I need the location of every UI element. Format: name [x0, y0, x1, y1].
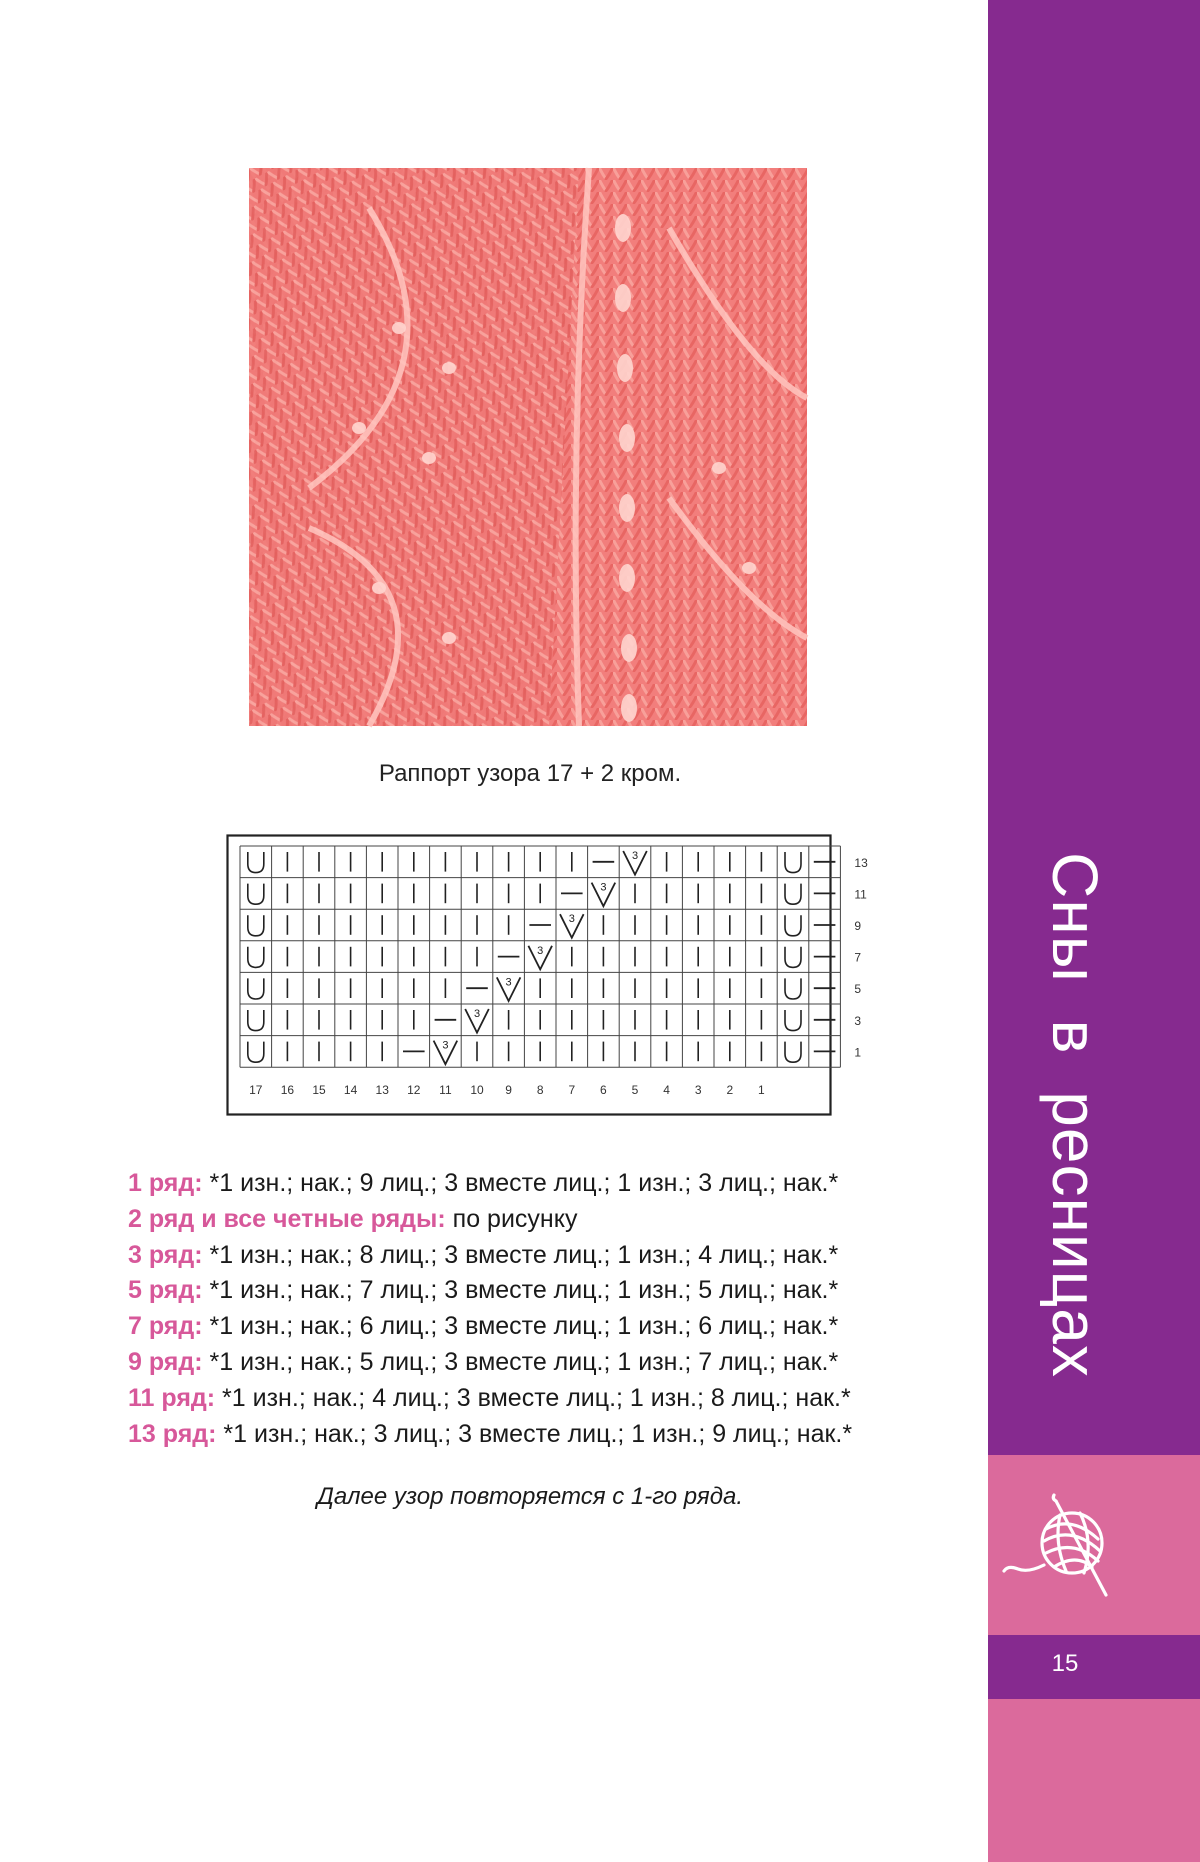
instruction-row: [128, 1417, 958, 1453]
chart-column-number: 10: [470, 1083, 484, 1098]
three-together-mark: 3: [600, 881, 607, 894]
yarn-ball-with-hook-icon: [1000, 1495, 1130, 1605]
instruction-row-text: *1 изн.; нак.; 9 лиц.; 3 вместе лиц.; 1 изн.; 3 лиц.; нак.*: [202, 1169, 839, 1197]
three-together-mark: 3: [473, 1008, 481, 1020]
chart-column-number: 3: [694, 1083, 702, 1098]
instruction-row: [128, 1166, 958, 1202]
chart-row-number: 11: [854, 887, 867, 902]
three-together-mark: 3: [505, 976, 512, 989]
instruction-row-text: *1 изн.; нак.; 6 лиц.; 3 вместе лиц.; 1 изн.; 6 лиц.; нак.*: [202, 1312, 839, 1341]
three-together-mark: 3: [568, 913, 575, 926]
chart-column-number: 5: [631, 1083, 639, 1098]
chart-row-number: 3: [854, 1013, 862, 1028]
pattern-repeat-caption: Раппорт узора 17 + 2 кром.: [378, 760, 682, 787]
instruction-row: [128, 1381, 958, 1417]
instruction-row-label: 5 ряд:: [128, 1276, 203, 1305]
chart-row-number: 5: [854, 982, 862, 997]
instruction-row-label: 1 ряд:: [128, 1169, 203, 1197]
instruction-row-text: *1 изн.; нак.; 5 лиц.; 3 вместе лиц.; 1 изн.; 7 лиц.; нак.*: [202, 1347, 839, 1376]
knitted-sample-photo: [249, 168, 807, 726]
chart-column-number: 1: [758, 1083, 765, 1098]
instruction-row-text: по рисунку: [445, 1204, 578, 1233]
chart-row-number: 1: [854, 1045, 862, 1060]
instruction-row-label: 2 ряд и все четные ряды:: [128, 1204, 446, 1233]
instruction-row: [128, 1202, 958, 1238]
chapter-title-text: Сны в ресницах: [1039, 852, 1111, 1378]
chart-column-number: 4: [663, 1083, 670, 1098]
bottom-panel: [988, 1699, 1200, 1862]
chart-column-number: 17: [249, 1083, 263, 1098]
chart-column-number: 11: [439, 1083, 452, 1098]
chart-column-number: 13: [375, 1083, 389, 1098]
repeat-note: Далее узор повторяется с 1-го ряда.: [317, 1483, 743, 1510]
instruction-row-label: 13 ряд:: [128, 1419, 217, 1448]
instruction-row-text: *1 изн.; нак.; 3 лиц.; 3 вместе лиц.; 1 изн.; 9 лиц.; нак.*: [216, 1419, 853, 1448]
chapter-title: [1005, 780, 1145, 1450]
three-together-mark: 3: [442, 1039, 449, 1052]
instruction-row-label: 11 ряд:: [128, 1383, 216, 1412]
instruction-row-label: 7 ряд:: [128, 1312, 203, 1341]
instruction-row-label: 9 ряд:: [128, 1347, 203, 1376]
instruction-row: [128, 1309, 958, 1345]
instruction-row-label: 3 ряд:: [128, 1240, 203, 1269]
chart-column-number: 6: [600, 1083, 607, 1098]
instruction-row-text: *1 изн.; нак.; 4 лиц.; 3 вместе лиц.; 1 изн.; 8 лиц.; нак.*: [215, 1383, 851, 1412]
chart-row-number: 7: [854, 950, 862, 965]
chart-row-number: 9: [854, 919, 862, 933]
chart-column-number: 14: [343, 1083, 358, 1098]
three-together-mark: 3: [631, 850, 639, 862]
knitting-chart: [226, 834, 868, 1116]
chart-column-number: 15: [312, 1083, 326, 1098]
chart-column-number: 9: [505, 1083, 512, 1098]
row-instructions: [128, 1166, 958, 1452]
three-together-mark: 3: [537, 944, 544, 957]
chart-column-number: 2: [726, 1083, 734, 1098]
chart-row-number: 13: [854, 855, 868, 870]
chart-column-number: 12: [407, 1083, 421, 1098]
instruction-row-text: *1 изн.; нак.; 7 лиц.; 3 вместе лиц.; 1 изн.; 5 лиц.; нак.*: [202, 1276, 839, 1305]
chart-column-number: 7: [568, 1083, 576, 1098]
chart-column-number: 8: [536, 1083, 544, 1098]
instruction-row: [128, 1345, 958, 1381]
instruction-row: [128, 1273, 958, 1309]
instruction-row: [128, 1238, 958, 1274]
chart-column-number: 16: [280, 1083, 295, 1098]
instruction-row-text: *1 изн.; нак.; 8 лиц.; 3 вместе лиц.; 1 изн.; 4 лиц.; нак.*: [202, 1240, 839, 1269]
page-number: 15: [1051, 1650, 1079, 1677]
